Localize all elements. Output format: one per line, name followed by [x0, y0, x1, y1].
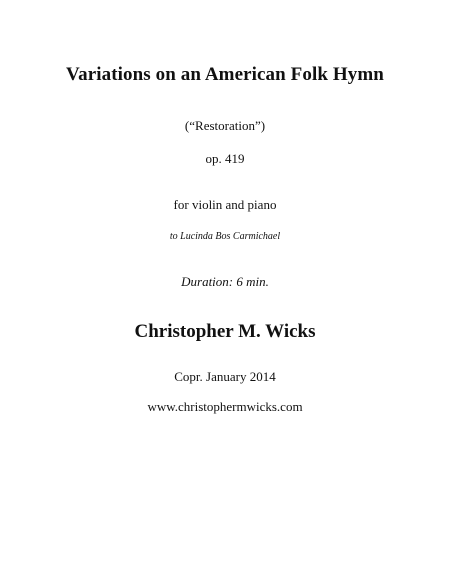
dedication: to Lucinda Bos Carmichael [169, 231, 281, 242]
duration: Duration: 6 min. [181, 274, 269, 289]
work-title: Variations on an American Folk Hymn [66, 64, 384, 85]
copyright-notice: Copr. January 2014 [174, 369, 276, 384]
instrumentation: for violin and piano [173, 197, 277, 212]
composer-name: Christopher M. Wicks [134, 321, 316, 342]
work-subtitle: (“Restoration”) [184, 118, 266, 133]
website-url: www.christophermwicks.com [147, 399, 303, 414]
opus-number: op. 419 [205, 151, 245, 166]
